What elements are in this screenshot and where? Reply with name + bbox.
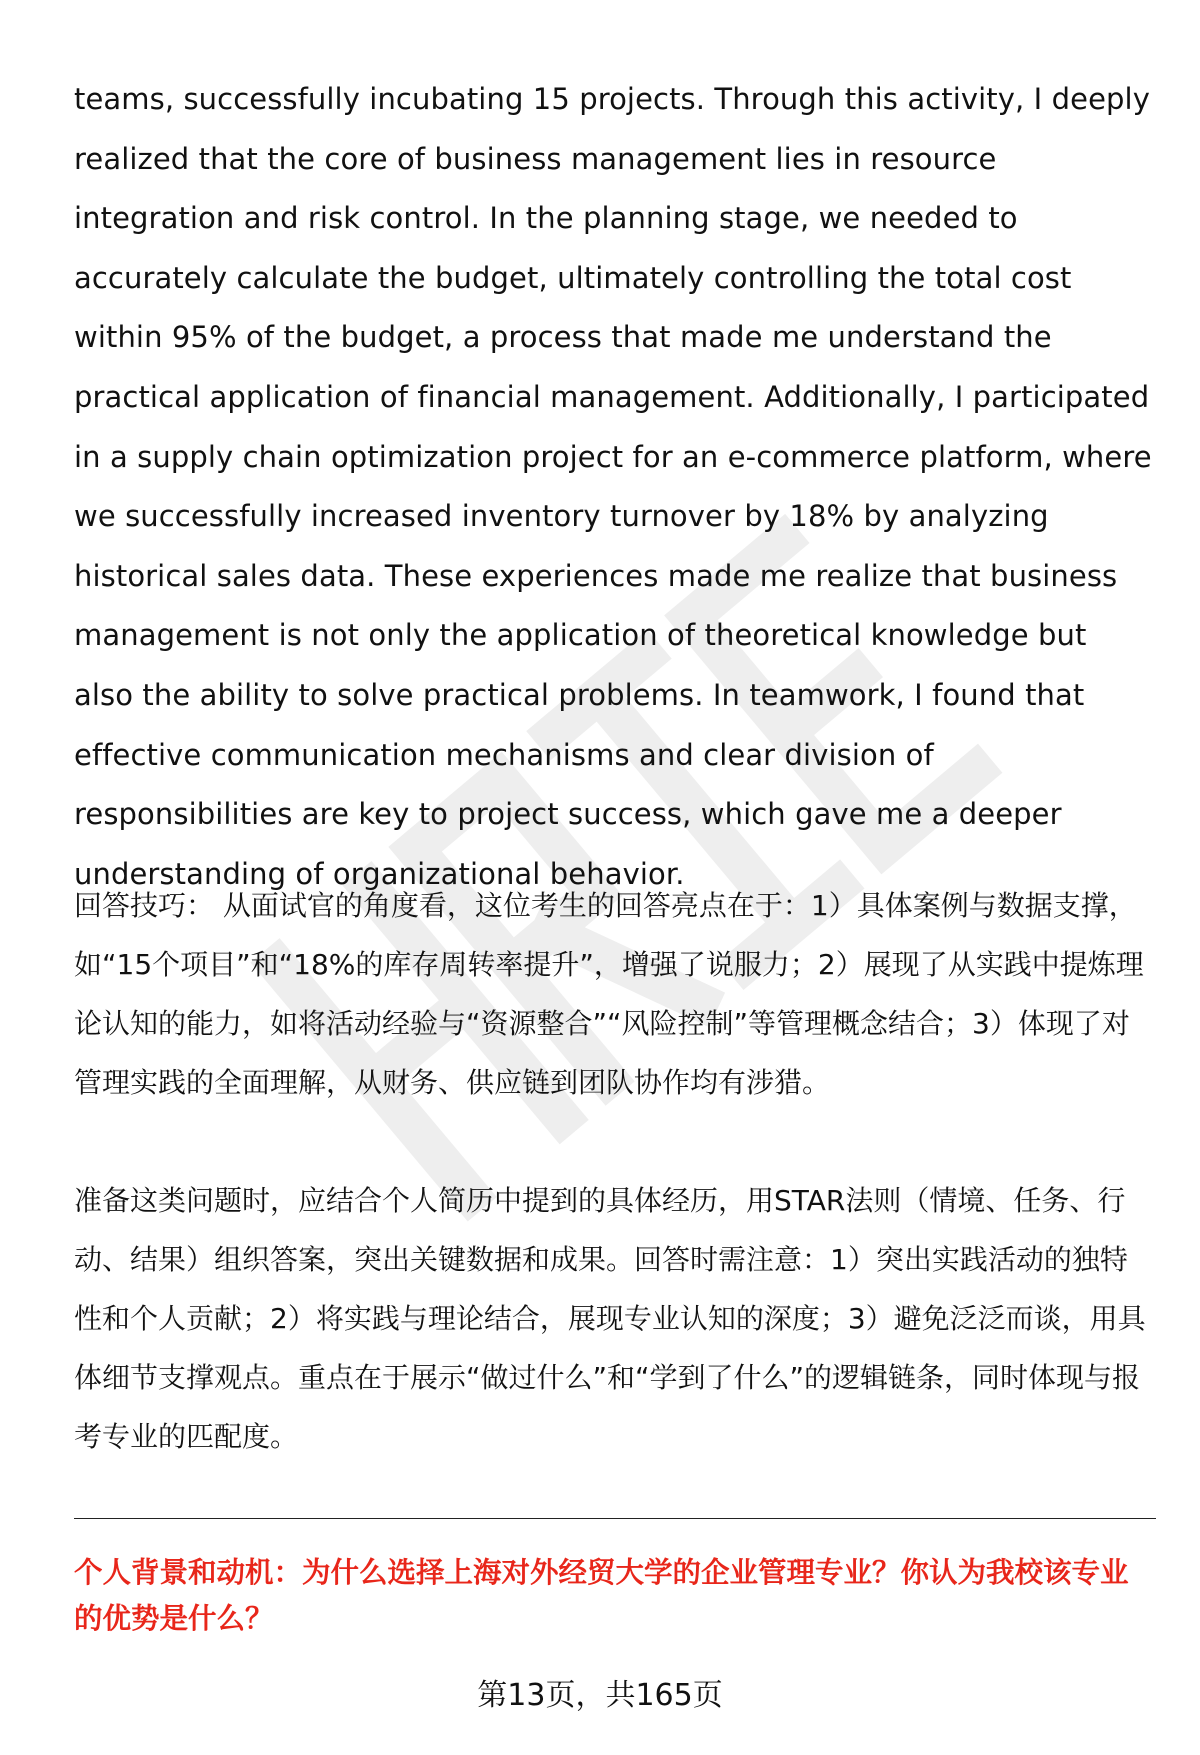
answer-tips-paragraph: 回答技巧： 从面试官的角度看，这位考生的回答亮点在于：1）具体案例与数据支撑，如“15个项目”和“18%的库存周转率提升”，增强了说服力；2）展现了从实践中提炼理论认知的能力，如将活动经验与“资源整合”“风险控制”等管理概念结合；3）体现了对管理实践的全面理解，从财务、供应链到团队协作均有涉猎。 [74, 889, 1144, 1099]
section-divider [74, 1518, 1156, 1519]
preparation-advice-paragraph: 准备这类问题时，应结合个人简历中提到的具体经历，用STAR法则（情境、任务、行动、结果）组织答案，突出关键数据和成果。回答时需注意：1）突出实践活动的独特性和个人贡献；2）将实践与理论结合，展现专业认知的深度；3）避免泛泛而谈，用具体细节支撑观点。重点在于展示“做过什么”和“学到了什么”的逻辑链条，同时体现与报考专业的匹配度。 [74, 1184, 1146, 1453]
answer-paragraph: teams, successfully incubating 15 projects. Through this activity, I deeply realized that the core of business management lies in resource integration and risk control. In the planning stage, we needed to accurately calculate the budget, ultimately controlling the total cost within 95% of the budget, a process that made me understand the practical application of financial management. Additionally, I participated in a supply chain optimization project for an e-commerce platform, where we successfully increased inventory turnover by 18% by analyzing historical sales data. These experiences made me realize that business management is not only the application of theoretical knowledge but also the ability to solve practical problems. In teamwork, I found that effective communication mechanisms and clear division of responsibilities are key to project success, which gave me a deeper understanding of organizational behavior. [74, 82, 1152, 891]
next-question-heading: 个人背景和动机：为什么选择上海对外经贸大学的企业管理专业？你认为我校该专业的优势是什么？ [74, 1556, 1129, 1635]
page-number-footer: 第13页，共165页 [477, 1678, 723, 1713]
